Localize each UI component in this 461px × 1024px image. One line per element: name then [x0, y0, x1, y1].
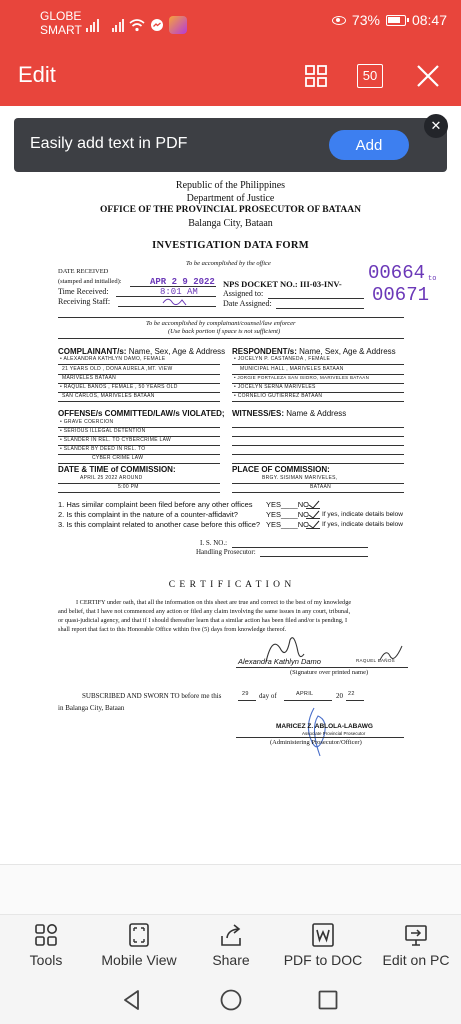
offense-line: • GRAVE COERCION	[60, 419, 114, 425]
complainant-note: To be accomplished by complainant/counsel/law enforcer	[146, 320, 296, 327]
offense-line: CYBER CRIME LAW	[92, 455, 144, 461]
certification-body: shall report that fact to this Honorable Office within five (5) days from knowledge thereof.	[58, 626, 287, 633]
respondents-heading: RESPONDENT/s: Name, Sex, Age & Address	[232, 347, 396, 356]
doc-header-office: OFFICE OF THE PROVINCIAL PROSECUTOR OF BATAAN	[100, 205, 361, 215]
tools-label: Tools	[29, 952, 63, 968]
signature-label: (Signature over printed name)	[290, 669, 369, 676]
date-assigned-label: Date Assigned:	[223, 299, 272, 308]
app-notification-icon	[169, 16, 187, 34]
q1-yes-no: YES____NO	[266, 500, 309, 509]
desktop-transfer-icon	[403, 922, 429, 948]
home-nav-icon[interactable]	[219, 988, 243, 1012]
place-value: BATAAN	[310, 484, 332, 490]
status-bar	[0, 0, 461, 46]
tools-button[interactable]	[10, 921, 82, 975]
battery-icon	[386, 15, 406, 26]
signal-icon	[112, 18, 125, 32]
eye-comfort-icon	[332, 16, 346, 25]
pdf-to-doc-button[interactable]	[280, 921, 366, 975]
certification-title: C E R T I F I C A T I O N	[168, 580, 293, 590]
bottom-toolbar	[0, 914, 461, 976]
certification-body: I CERTIFY under oath, that all the information on this sheet are true and correct to the best of my knowledge	[76, 599, 352, 606]
docket-to: to	[428, 275, 437, 283]
tooltip-text: Easily add text in PDF	[30, 135, 188, 152]
q3-details-note: If yes, indicate details below	[322, 521, 403, 528]
administering-officer-title: Associate Provincial Prosecutor	[302, 731, 366, 736]
doc-header-city: Balanga City, Bataan	[188, 218, 273, 229]
tooltip-close-button[interactable]: ✕	[424, 114, 448, 138]
next-page-preview	[0, 864, 461, 914]
recents-nav-icon[interactable]	[316, 988, 340, 1012]
clock: 08:47	[411, 12, 447, 28]
sworn-year: 22	[348, 691, 355, 697]
mobile-view-button[interactable]	[94, 921, 184, 975]
grid-icon	[304, 64, 328, 88]
complainant-line: SAN CARLOS, MARIVELES BATAAN	[62, 393, 155, 399]
question-1: 1. Has similar complaint been filed before any other offices	[58, 500, 253, 509]
staff-initial-signature	[160, 294, 190, 308]
handling-prosecutor-label: Handling Prosecutor:	[196, 548, 256, 556]
date-time-value: 5:00 PM	[118, 484, 139, 490]
pdf-page[interactable]	[0, 172, 461, 864]
status-right	[332, 12, 447, 28]
docket-number-end: 00671	[372, 284, 430, 306]
is-no-label: I. S. NO.:	[200, 539, 228, 547]
place-value: BRGY. SISIMAN MARIVELES,	[262, 475, 338, 481]
received-time-stamp: 8:01 AM	[160, 287, 198, 297]
network-icons	[86, 12, 187, 32]
edit-on-pc-button[interactable]	[376, 921, 456, 975]
signer-name-1: Alexandra Kathlyn Damo	[238, 657, 321, 666]
pdf-to-doc-label: PDF to DOC	[283, 952, 363, 968]
complainant-line: MARIVELES BATAAN	[62, 375, 117, 381]
close-button[interactable]	[414, 62, 442, 90]
page-title: Edit	[18, 62, 56, 87]
respondent-line: • CORNELIO GUTIERREZ BATAAN	[234, 393, 323, 399]
q3-yes-no: YES____NO	[266, 520, 309, 529]
office-note: To be accomplished by the office	[186, 260, 271, 267]
respondent-line: MUNICIPAL HALL , MARIVELES BATAAN	[240, 366, 344, 372]
battery-percent: 73%	[351, 12, 380, 28]
signer-name-2: RAQUEL BAÑOS	[356, 658, 395, 663]
sworn-place: in Balanga City, Bataan	[58, 704, 125, 712]
date-received-label: DATE RECEIVED	[58, 268, 109, 275]
assigned-to-label: Assigned to:	[223, 289, 264, 298]
complainant-line: 21 YEARS OLD , DONA AURELA ,MT. VIEW	[62, 366, 173, 372]
question-3: 3. Is this complaint related to another case before this office?	[58, 520, 261, 529]
receiving-staff-label: Receiving Staff:	[58, 297, 111, 306]
sworn-day: 29	[242, 691, 249, 697]
share-button[interactable]	[198, 921, 264, 975]
administering-officer-label: (Administering Prosecutor/Officer)	[270, 739, 362, 746]
witnesses-heading: WITNESS/ES: Name & Address	[232, 409, 347, 418]
wifi-icon	[129, 19, 145, 32]
form-title: INVESTIGATION DATA FORM	[152, 240, 309, 251]
place-heading: PLACE OF COMMISSION:	[232, 465, 330, 474]
page-count-icon: 50	[357, 64, 383, 88]
share-label: Share	[212, 952, 250, 968]
certification-body: and belief, that I have not commenced any action or filed any claim involving the same issues in any court, tribunal,	[58, 608, 351, 615]
doc-header-doj: Department of Justice	[186, 193, 275, 204]
question-2: 2. Is this complaint in the nature of a counter-affidavit?	[58, 510, 238, 519]
respondent-line: • JORGIE PORTALEZA SAN ISIDRO, MARIVELES BATAAN	[234, 375, 370, 380]
mobile-view-icon	[126, 922, 152, 948]
messenger-icon	[150, 18, 164, 32]
back-nav-icon[interactable]	[120, 988, 144, 1012]
time-received-label: Time Received:	[58, 287, 109, 296]
close-icon	[416, 64, 440, 88]
nps-docket-label: NPS DOCKET NO.: III-03-INV-	[223, 279, 342, 289]
sworn-day-of: day of	[259, 692, 277, 700]
received-date-stamp: APR 2 9 2022	[150, 277, 215, 287]
back-portion-note: (Use back portion if space is not sufficient)	[168, 328, 281, 335]
add-text-button[interactable]: Add	[329, 130, 409, 160]
complainants-heading: COMPLAINANT/s: Name, Sex, Age & Address	[58, 347, 226, 356]
docket-number-start: 00664	[368, 262, 426, 284]
q2-details-note: If yes, indicate details below	[322, 511, 403, 518]
checkmark-icon	[307, 499, 321, 531]
share-icon	[218, 922, 244, 948]
sworn-month: APRIL	[296, 691, 314, 697]
offense-line: • SLANDER IN REL. TO CYBERCRIME LAW	[60, 437, 172, 443]
offenses-heading: OFFENSE/s COMMITTED/LAW/s VIOLATED;	[58, 409, 225, 418]
tools-icon	[33, 922, 59, 948]
doc-header-republic: Republic of the Philippines	[175, 180, 286, 191]
sworn-statement: SUBSCRIBED AND SWORN TO before me this	[82, 692, 222, 700]
offense-line: • SLANDER BY DEED IN REL. TO	[60, 446, 146, 452]
offense-line: • SERIOUS ILLEGAL DETENTION	[60, 428, 146, 434]
signal-icon	[86, 18, 99, 32]
certification-body: or quasi-judicial agency, and that if I should thereafter learn that a similar action has been filed and/or is pending, I	[58, 617, 348, 624]
complainant-line: • RAQUEL BAÑOS , FEMALE , 50 YEARS OLD	[60, 384, 178, 390]
q2-yes-no: YES____NO	[266, 510, 309, 519]
app-bar	[0, 46, 461, 106]
respondent-line: • JOCELYN SERNA MARIVELES	[234, 384, 316, 390]
date-time-heading: DATE & TIME of COMMISSION:	[58, 465, 176, 474]
complainant-line: • ALEXANDRA KATHLYN DAMO, FEMALE	[60, 356, 166, 362]
word-document-icon	[310, 922, 336, 948]
sworn-year-prefix: 20	[336, 692, 343, 700]
grid-icon[interactable]	[302, 62, 330, 90]
date-time-value: APRIL 25 2022 AROUND	[80, 475, 143, 481]
stamped-label: (stamped and initialled):	[58, 278, 122, 285]
carrier-name: GLOBE SMART	[40, 9, 82, 37]
system-navigation-bar	[0, 976, 461, 1024]
app-header	[0, 0, 461, 106]
page-count-button[interactable]	[356, 62, 384, 90]
respondent-line: • JOCELYN P. CASTANEDA , FEMALE	[234, 356, 331, 362]
administering-officer-name: MARICEZ Z. ABLOLA-LABAWG	[276, 723, 373, 730]
add-text-tooltip	[14, 118, 447, 172]
edit-on-pc-label: Edit on PC	[382, 952, 450, 968]
mobile-view-label: Mobile View	[101, 952, 177, 968]
